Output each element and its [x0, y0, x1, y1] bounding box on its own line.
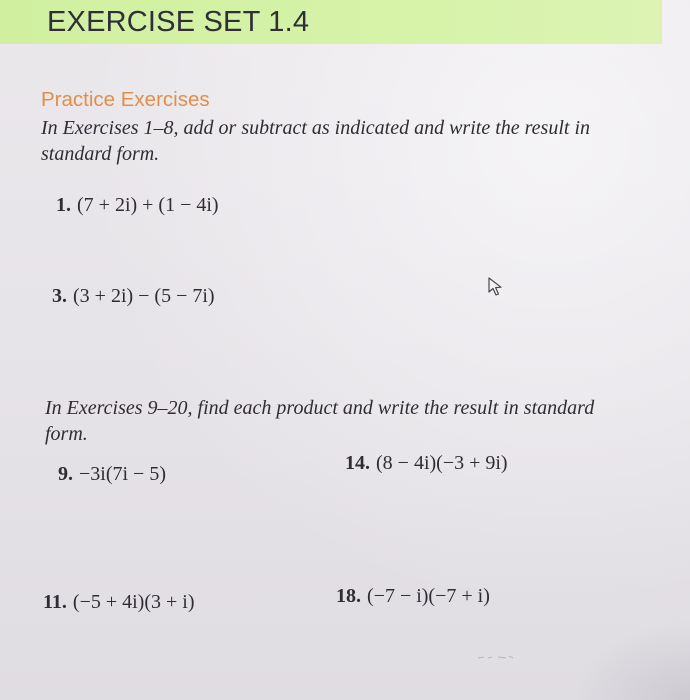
exercise-expression: (7 + 2i) + (1 − 4i)	[77, 194, 219, 216]
exercise-number: 14.	[345, 452, 370, 474]
exercise-expression: −3i(7i − 5)	[79, 463, 166, 485]
exercise-number: 11.	[43, 591, 67, 613]
exercise-expression: (3 + 2i) − (5 − 7i)	[73, 285, 215, 307]
exercise-number: 18.	[336, 585, 361, 607]
exercise-11	[43, 591, 195, 614]
instruction-products: In Exercises 9–20, find each product and write the result in standard form.	[45, 397, 595, 445]
section-heading: Practice Exercises	[41, 88, 210, 111]
faint-smudge	[476, 652, 516, 662]
exercise-number: 1.	[56, 194, 71, 216]
page-shadow	[570, 620, 690, 700]
exercise-9	[58, 463, 166, 486]
exercise-3	[52, 285, 215, 308]
exercise-18	[336, 585, 490, 608]
exercise-number: 3.	[52, 285, 67, 307]
mouse-pointer-icon	[487, 277, 505, 297]
exercise-expression: (−7 − i)(−7 + i)	[367, 585, 490, 607]
instruction-add-subtract: In Exercises 1–8, add or subtract as indicated and write the result in standard form.	[41, 117, 591, 165]
exercise-14	[345, 452, 508, 475]
exercise-expression: (−5 + 4i)(3 + i)	[72, 591, 195, 613]
exercise-set-title: EXERCISE SET 1.4	[47, 6, 310, 38]
exercise-expression: (8 − 4i)(−3 + 9i)	[376, 452, 508, 474]
exercise-1	[56, 194, 219, 217]
exercise-number: 9.	[58, 463, 73, 485]
